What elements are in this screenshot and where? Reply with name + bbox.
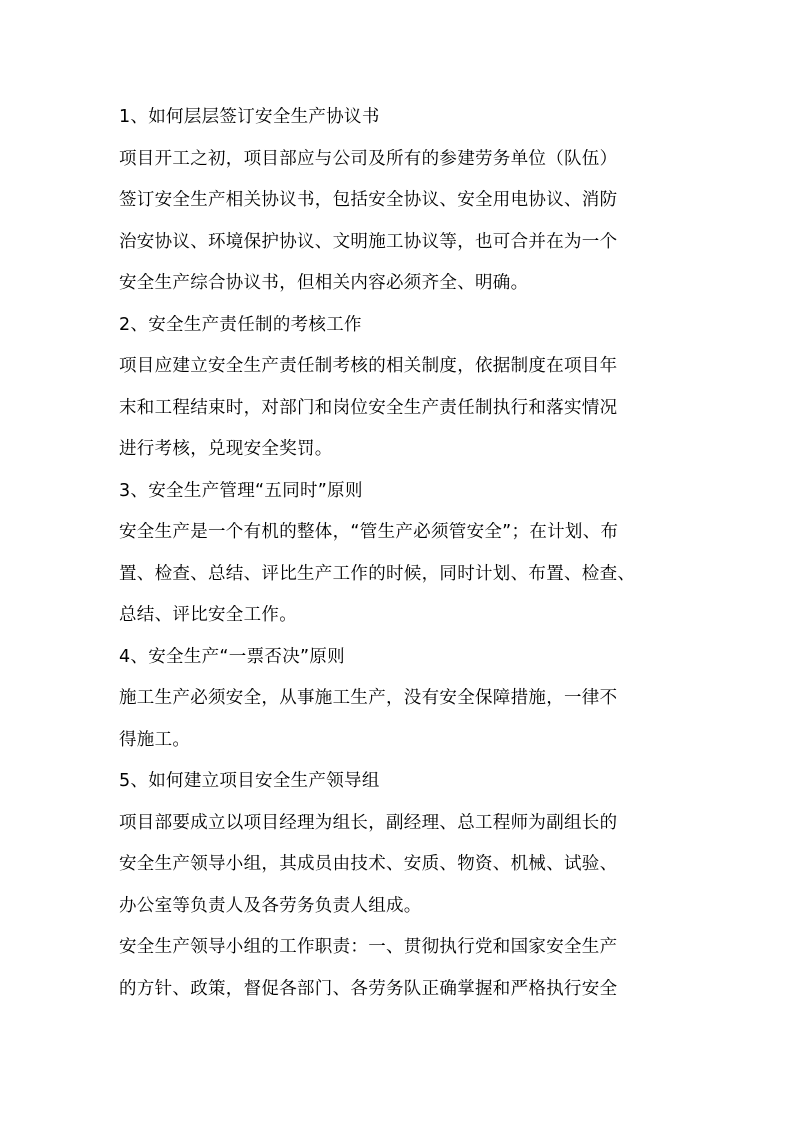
paragraph-line: 安全生产综合协议书，但相关内容必须齐全、明确。 [119, 273, 529, 293]
paragraph-line: 得施工。 [119, 729, 191, 750]
heading-5: 5、如何建立项目安全生产领导组 [119, 771, 380, 791]
heading-4: 4、安全生产“一票否决”原则 [119, 646, 345, 667]
paragraph-line: 进行考核，兑现安全奖罚。 [119, 439, 333, 459]
paragraph-line: 项目应建立安全生产责任制考核的相关制度，依据制度在项目年 [119, 356, 618, 376]
heading-3: 3、安全生产管理“五同时”原则 [119, 480, 363, 501]
paragraph-line: 末和工程结束时，对部门和岗位安全生产责任制执行和落实情况 [119, 397, 618, 418]
paragraph-line: 置、检查、总结、评比生产工作的时候，同时计划、布置、检查、 [119, 563, 636, 584]
paragraph-line: 安全生产领导小组，其成员由技术、安质、物资、机械、试验、 [119, 854, 618, 874]
paragraph-line: 安全生产领导小组的工作职责：一、贯彻执行党和国家安全生产 [119, 937, 618, 957]
document-body [119, 101, 679, 1014]
heading-1: 1、如何层层签订安全生产协议书 [119, 107, 380, 127]
paragraph-line: 项目部要成立以项目经理为组长，副经理、总工程师为副组长的 [119, 812, 618, 833]
paragraph-line: 项目开工之初，项目部应与公司及所有的参建劳务单位（队伍） [119, 148, 618, 169]
paragraph-line: 安全生产是一个有机的整体，“管生产必须管安全”；在计划、布 [119, 522, 619, 542]
paragraph-line: 施工生产必须安全，从事施工生产，没有安全保障措施，一律不 [119, 688, 618, 708]
paragraph-line: 办公室等负责人及各劳务负责人组成。 [119, 895, 422, 916]
heading-2: 2、安全生产责任制的考核工作 [119, 314, 362, 335]
paragraph-line: 的方针、政策，督促各部门、各劳务队正确掌握和严格执行安全 [119, 978, 618, 999]
paragraph-line: 治安协议、环境保护协议、文明施工协议等，也可合并在为一个 [119, 231, 618, 252]
paragraph-line: 签订安全生产相关协议书，包括安全协议、安全用电协议、消防 [119, 190, 618, 210]
paragraph-line: 总结、评比安全工作。 [119, 605, 297, 625]
